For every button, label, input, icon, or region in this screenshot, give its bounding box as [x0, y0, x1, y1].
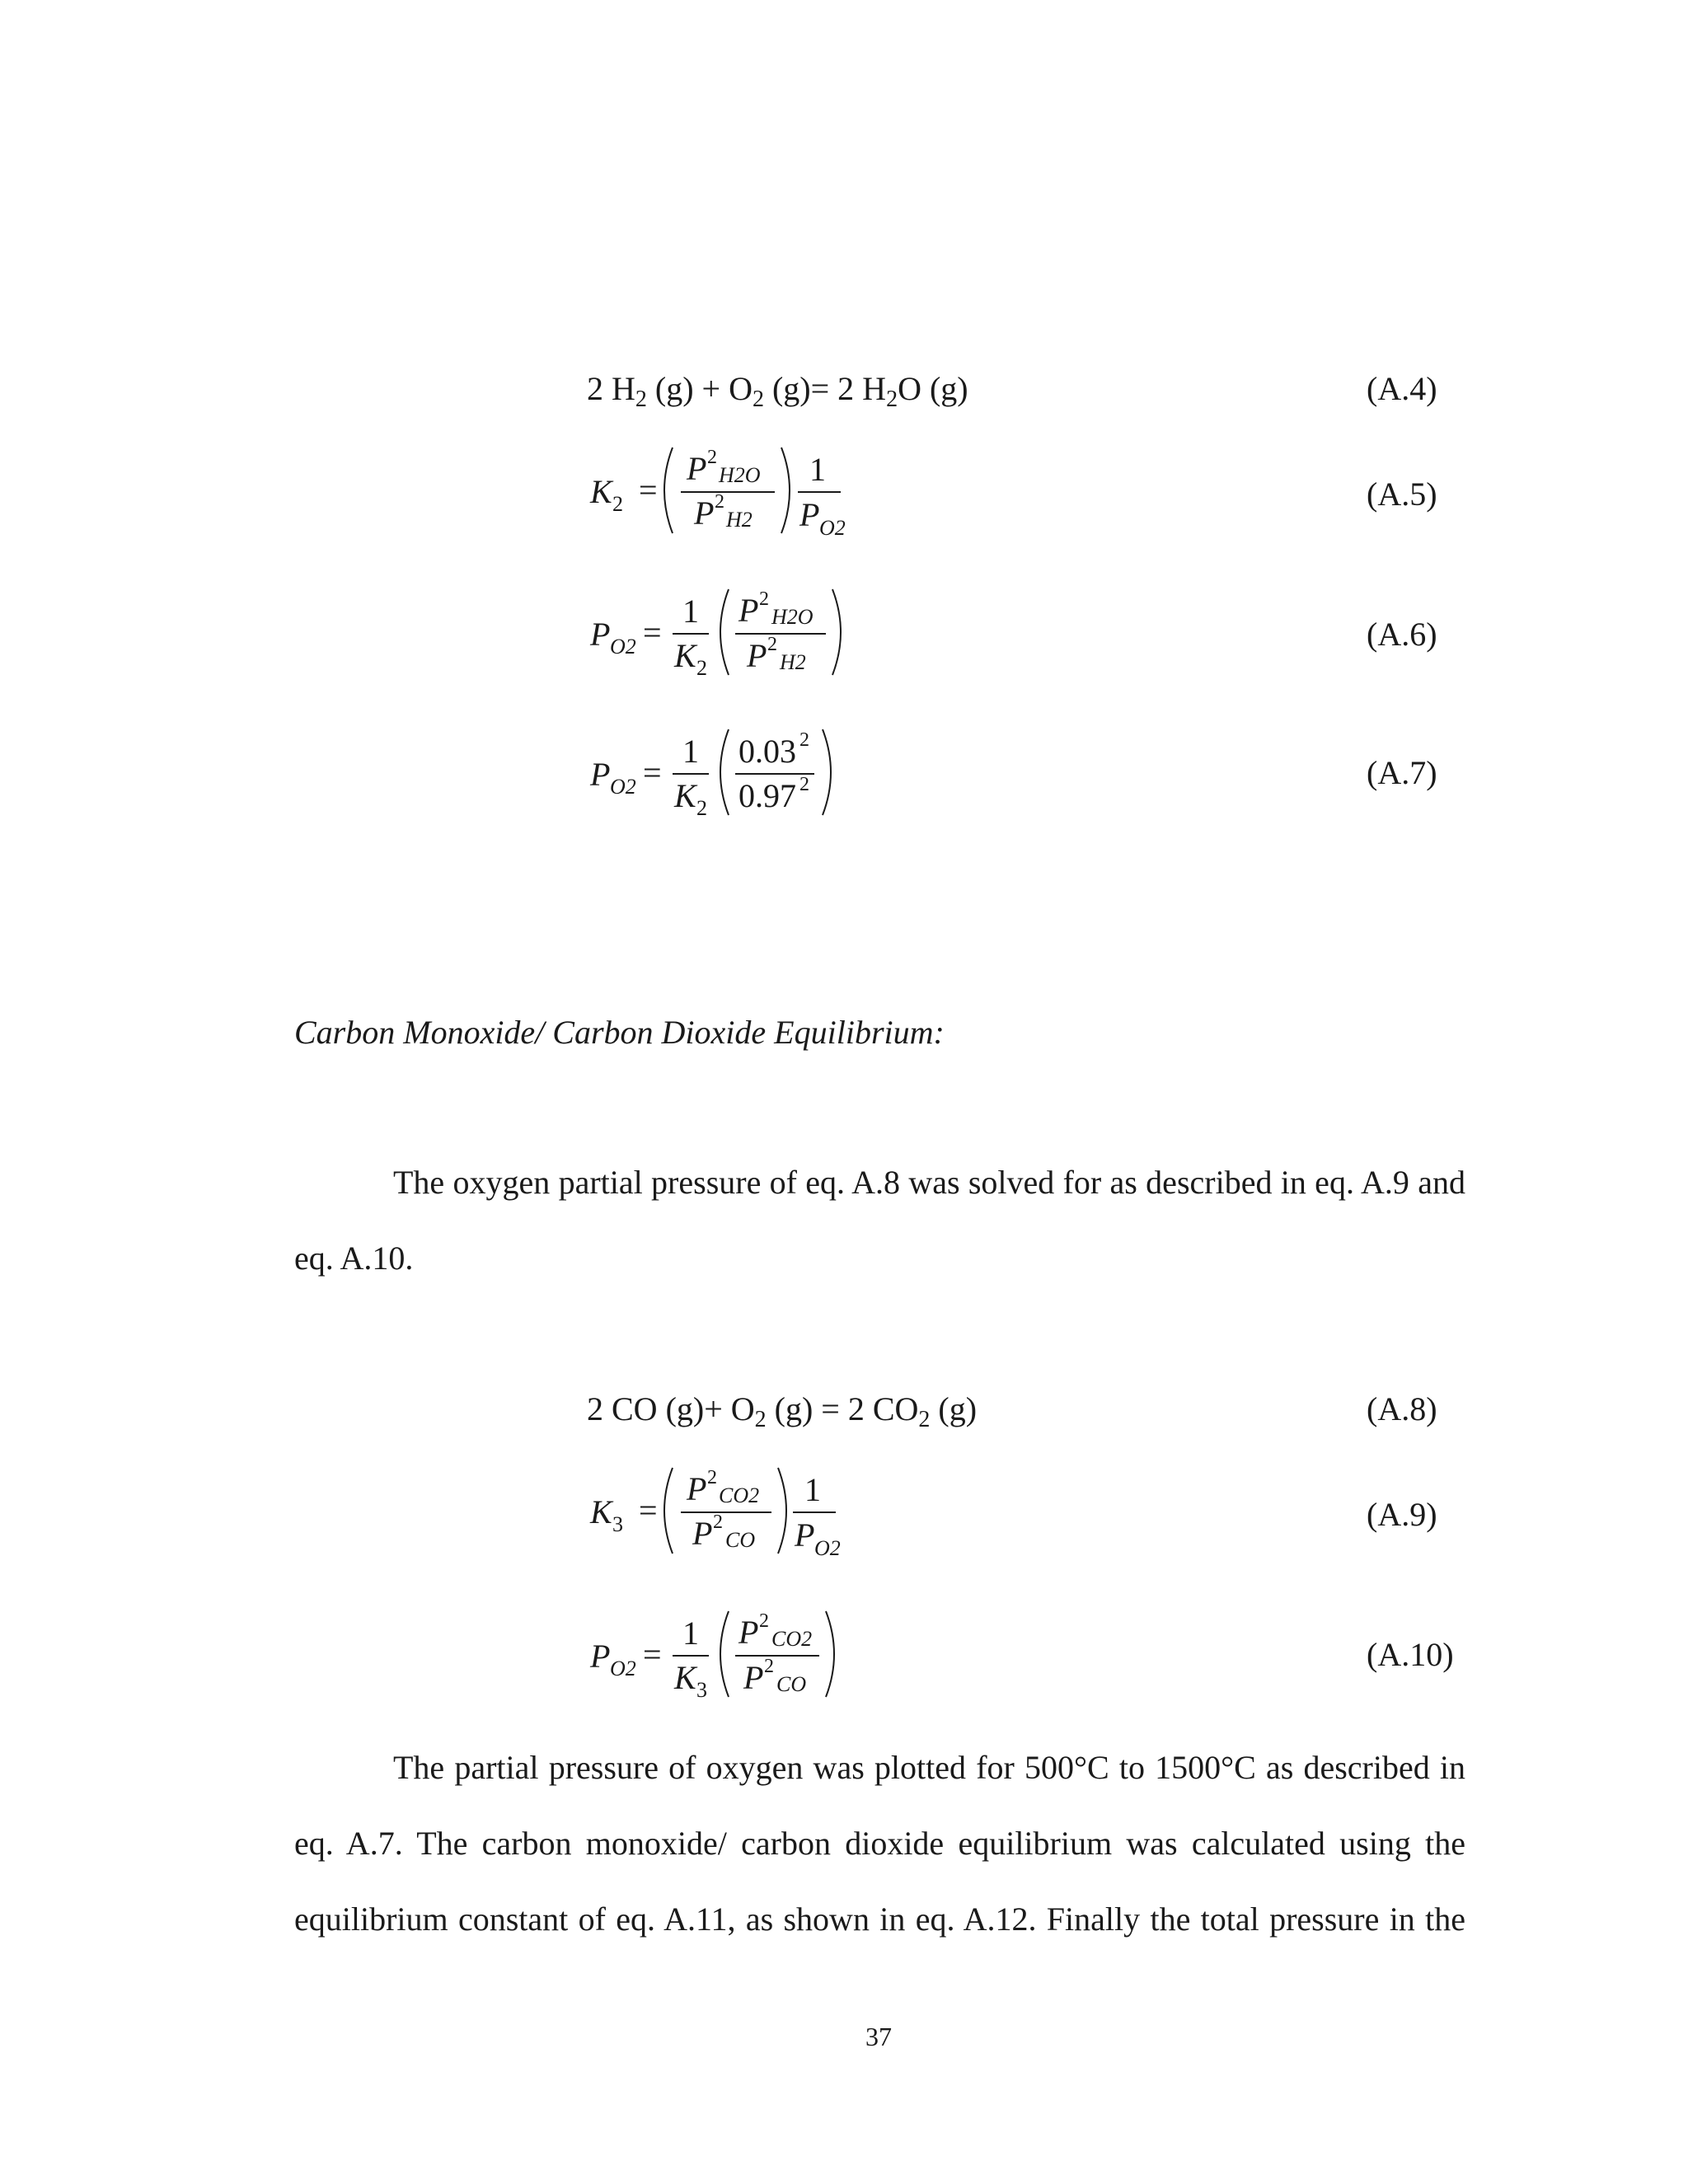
section-heading: Carbon Monoxide/ Carbon Dioxide Equilibrium: — [294, 1014, 945, 1051]
a6-frac1-num: 1 — [682, 593, 699, 630]
equation-a8: 2 CO $(g)+ O_2$ (g) = 2 $CO_2$ (g) — [587, 1390, 978, 1432]
equation-a7 — [577, 721, 874, 828]
a10-den-sup: 2 — [764, 1656, 774, 1677]
a9-num-sup: 2 — [707, 1467, 717, 1488]
a9-frac2-den: P — [795, 1516, 815, 1554]
a10-num-base: P — [738, 1614, 759, 1651]
a7-frac1-num: 1 — [682, 733, 699, 770]
a5-lhs-sub: 2 — [612, 492, 623, 516]
a6-den-sub: H2 — [780, 650, 806, 674]
a9-num-sub: CO2 — [719, 1483, 760, 1507]
a10-den-sub: CO — [776, 1672, 807, 1696]
a9-equals: = — [639, 1492, 658, 1529]
a5-den-base: P — [694, 494, 715, 532]
equation-label-a9: (A.9) — [1367, 1496, 1437, 1533]
a7-lhs-sub: O2 — [610, 775, 636, 799]
a7-den: 0.97 — [738, 777, 796, 814]
equation-a10 — [577, 1603, 874, 1710]
a10-num-sup: 2 — [759, 1610, 769, 1632]
paragraph-1-line-2: eq. A.10. — [294, 1240, 414, 1277]
equation-label-a4: (A.4) — [1367, 370, 1437, 407]
paragraph-2-line-2: eq. A.7. The carbon monoxide/ carbon dioxide equilibrium was calculated using the — [294, 1825, 1465, 1862]
a5-lhs: K — [590, 473, 612, 510]
a6-right-paren — [832, 589, 841, 675]
a10-frac1-den-sub: 3 — [696, 1678, 707, 1702]
a9-lhs-sub: 3 — [612, 1512, 623, 1536]
a10-equals: = — [643, 1636, 662, 1673]
paragraph-2-line-3: equilibrium constant of eq. A.11, as shown in eq. A.12. Finally the total pressure in the — [294, 1900, 1465, 1938]
a6-lhs-sub: O2 — [610, 635, 636, 658]
a9-right-paren — [778, 1468, 786, 1554]
a7-den-sup: 2 — [799, 774, 809, 795]
a5-num-sup: 2 — [707, 447, 717, 468]
equation-label-a5: (A.5) — [1367, 476, 1437, 513]
a7-lhs: P — [590, 756, 611, 793]
equation-label-a8: (A.8) — [1367, 1390, 1437, 1427]
a10-frac1-den: K — [674, 1659, 696, 1696]
a5-left-paren — [664, 448, 673, 533]
a9-lhs: K — [590, 1493, 612, 1530]
paragraph-2-line-1: The partial pressure of oxygen was plotted for 500°C to 1500°C as described in — [393, 1749, 1465, 1786]
equation-label-a7: (A.7) — [1367, 754, 1437, 791]
a5-num-sub: H2O — [719, 463, 761, 487]
a7-frac1-den-sub: 2 — [696, 796, 707, 820]
a6-lhs: P — [590, 616, 611, 653]
paragraph-1-line-1: The oxygen partial pressure of eq. A.8 was solved for as described in eq. A.9 and — [393, 1164, 1465, 1201]
a7-frac1-den: K — [674, 777, 696, 814]
a10-lhs: P — [590, 1638, 611, 1675]
a6-frac1-den-sub: 2 — [696, 656, 707, 680]
equation-a6 — [577, 581, 874, 688]
a7-right-paren — [823, 729, 831, 815]
a5-num-base: P — [687, 450, 707, 487]
a5-den-sub: H2 — [726, 508, 753, 532]
a10-num-sub: CO2 — [771, 1627, 813, 1651]
a10-frac1-num: 1 — [682, 1615, 699, 1652]
a6-left-paren — [720, 589, 729, 675]
a9-frac2-den-sub: O2 — [814, 1536, 841, 1560]
a9-den-sup: 2 — [713, 1511, 723, 1533]
a9-den-base: P — [692, 1515, 713, 1552]
a10-lhs-sub: O2 — [610, 1657, 636, 1680]
a10-den-base: P — [743, 1659, 764, 1696]
a5-frac2-den-sub: O2 — [819, 516, 846, 540]
a5-den-sup: 2 — [715, 491, 724, 513]
a9-frac2-num: 1 — [804, 1471, 821, 1508]
a9-num-base: P — [687, 1470, 707, 1507]
page-number: 37 — [865, 2022, 892, 2051]
a6-num-sup: 2 — [759, 588, 769, 610]
a6-den-base: P — [747, 637, 767, 674]
equation-label-a6: (A.6) — [1367, 616, 1437, 653]
a10-right-paren — [826, 1611, 834, 1697]
a7-num-sup: 2 — [799, 729, 809, 751]
a5-frac2-den: P — [799, 496, 820, 533]
a9-left-paren — [664, 1468, 673, 1554]
a6-num-sub: H2O — [771, 605, 814, 629]
a5-frac2-num: 1 — [809, 451, 826, 488]
a6-den-sup: 2 — [767, 634, 777, 655]
a7-num: 0.03 — [738, 733, 796, 770]
equation-a5 — [577, 441, 874, 548]
a6-num-base: P — [738, 592, 759, 629]
equation-a4: 2 $H_2$ $(g) + O_2$ (g)= 2 $H_2O$ (g) — [587, 370, 968, 412]
equation-label-a10: (A.10) — [1367, 1636, 1454, 1673]
a7-equals: = — [643, 754, 662, 791]
equation-a9 — [577, 1461, 874, 1568]
a9-den-sub: CO — [725, 1528, 756, 1552]
a6-equals: = — [643, 614, 662, 651]
a5-right-paren — [781, 448, 790, 533]
a10-left-paren — [720, 1611, 729, 1697]
a6-frac1-den: K — [674, 637, 696, 674]
a5-equals: = — [639, 471, 658, 509]
a7-left-paren — [720, 729, 729, 815]
